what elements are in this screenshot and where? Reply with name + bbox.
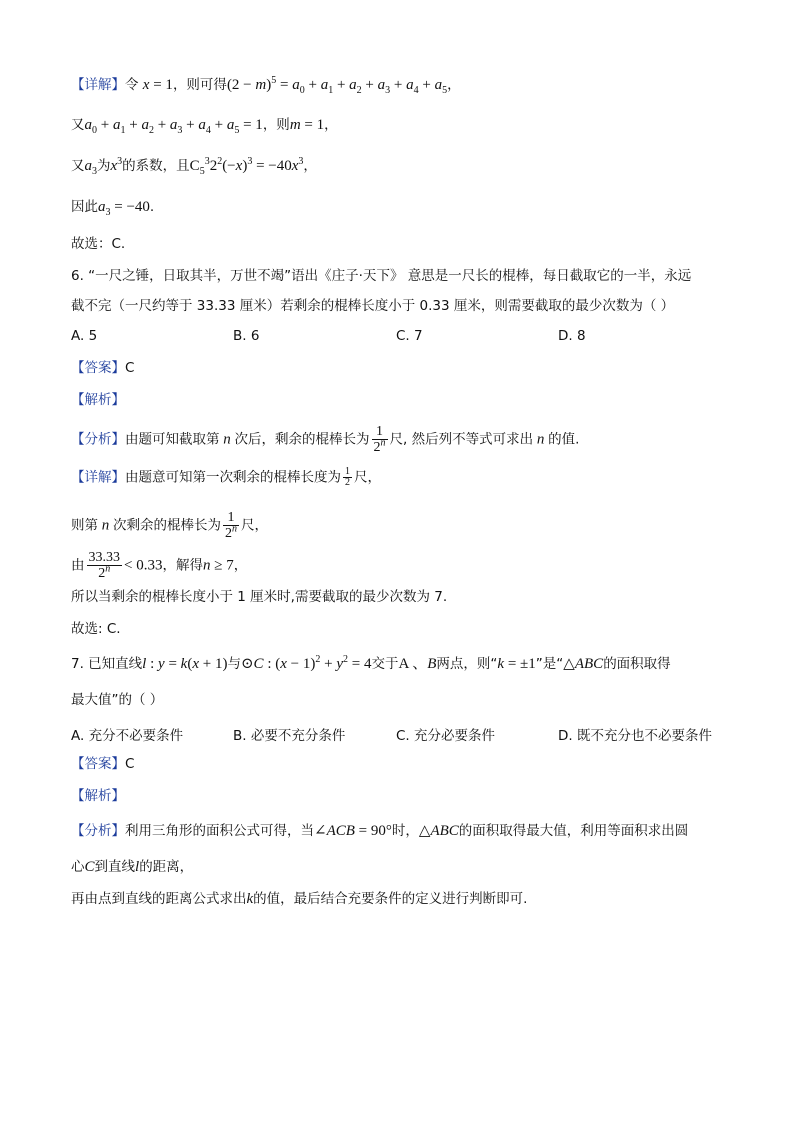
q7-fenxi-line2: 心C到直线l的距离， <box>71 859 194 875</box>
q6-fenxi: 【分析】由题可知截取第 n 次后，剩余的棍棒长为 $\frac{1}{2^n}$ 尺, 然后列不等式可求出 n 的值. <box>71 424 580 455</box>
q5-detail-line3: 又$a_3$为$x^3$的系数，且$C_5^32^2(-x)^3 = -40x^3$， <box>71 156 317 177</box>
detail-tag: 【详解】 <box>71 77 125 93</box>
q6-detail-line1: 【详解】由题意可知第一次剩余的棍棒长度为 $\frac{1}{2}$ 尺， <box>71 466 381 488</box>
q7-option-c[interactable]: C. 充分必要条件 <box>396 728 496 744</box>
q5-detail-line4: 因此$a_3 = -40$. <box>71 199 155 218</box>
q6-option-d[interactable]: D. 8 <box>558 328 586 344</box>
q7-fenxi-line1: 【分析】利用三角形的面积公式可得，当∠ACB = 90°时，△ABC的面积取得最大值，利用等面积求出圆 <box>71 823 689 839</box>
math-inequality-fraction: $\frac{33.33}{2^n}$ <box>88 550 120 581</box>
math-binomial-expansion: $(2 - m)^5 = a_0 + a_1 + a_2 + a_3 + a_4 + a_5$ <box>226 75 448 96</box>
q5-detail-line1: 【详解】令 x = 1，则可得$(2 - m)^5 = a_0 + a_1 + a_2 + a_3 + a_4 + a_5$， <box>71 75 461 96</box>
q6-detail-line3: 由 $\frac{33.33}{2^n}$ < 0.33，解得n ≥ 7， <box>71 550 248 581</box>
q6-choose: 故选: C. <box>71 621 121 637</box>
q6-detail-line2: 则第 n 次剩余的棍棒长为 $\frac{1}{2^n}$ 尺， <box>71 510 268 541</box>
math-sum-eq-1: $a_0 + a_1 + a_2 + a_3 + a_4 + a_5 = 1$ <box>84 117 263 136</box>
math-a3-result: $a_3 = -40$ <box>98 199 150 218</box>
q5-detail-line2: 又$a_0 + a_1 + a_2 + a_3 + a_4 + a_5 = 1$，则m = 1， <box>71 117 338 136</box>
math-n-geq-7: n ≥ 7 <box>202 557 234 574</box>
q6-answer <box>71 359 134 377</box>
q6-analysis-tag: 【解析】 <box>71 392 125 408</box>
q7-option-a[interactable]: A. 充分不必要条件 <box>71 728 184 744</box>
math-m-eq-1: m = 1 <box>289 117 325 133</box>
math-fraction-1-over-2n: $\frac{1}{2^n}$ <box>373 424 386 455</box>
q7-stem-line1: 7. 已知直线l : y = k(x + 1)与⊙C : $(x - 1)^2 + y^2 = 4$交于A 、B两点，则“k = ±1”是“△ABC的面积取得 <box>71 654 671 672</box>
math-line-l: l : y = k(x + 1) <box>142 656 228 672</box>
answer-tag: 【答案】 <box>71 360 125 376</box>
q7-stem-line2: 最大值”的（ ） <box>71 692 164 708</box>
math-fraction-half: $\frac{1}{2}$ <box>345 466 350 488</box>
math-circle-c: ⊙C : $(x - 1)^2 + y^2 = 4$ <box>240 654 372 672</box>
q7-option-b[interactable]: B. 必要不充分条件 <box>233 728 346 744</box>
q7-analysis-tag: 【解析】 <box>71 788 125 804</box>
q5-choose: 故选：C. <box>71 236 126 252</box>
math-fraction-1-over-2n: $\frac{1}{2^n}$ <box>225 510 237 541</box>
math-x-eq-1: x <box>142 77 150 93</box>
q7-option-d[interactable]: D. 既不充分也不必要条件 <box>558 728 712 744</box>
q7-answer-value: C <box>125 756 135 772</box>
q6-conclusion: 所以当剩余的棍棒长度小于 1 厘米时,需要截取的最少次数为 7. <box>71 589 448 605</box>
math-coefficient-term: $C_5^32^2(-x)^3 = -40x^3$ <box>189 156 304 177</box>
q7-answer: 【答案】C <box>71 756 135 772</box>
q6-option-a[interactable]: A. 5 <box>71 328 98 344</box>
q6-answer-value: C <box>125 360 135 376</box>
q6-stem-line2: 截不完（一尺约等于 33.33 厘米）若剩余的棍棒长度小于 0.33 厘米，则需要截取的最少次数为（ ） <box>71 298 675 314</box>
q6-stem-line1: 6. “一尺之锤，日取其半，万世不竭”语出《庄子·天下》 意思是一尺长的棍棒，每日截取它的一半，永远 <box>71 268 692 284</box>
math-angle-acb: ∠ACB = 90° <box>314 823 392 839</box>
q7-fenxi-line3: 再由点到直线的距离公式求出k的值，最后结合充要条件的定义进行判断即可. <box>71 891 528 907</box>
q6-option-b[interactable]: B. 6 <box>233 328 260 344</box>
q6-option-c[interactable]: C. 7 <box>396 328 423 344</box>
